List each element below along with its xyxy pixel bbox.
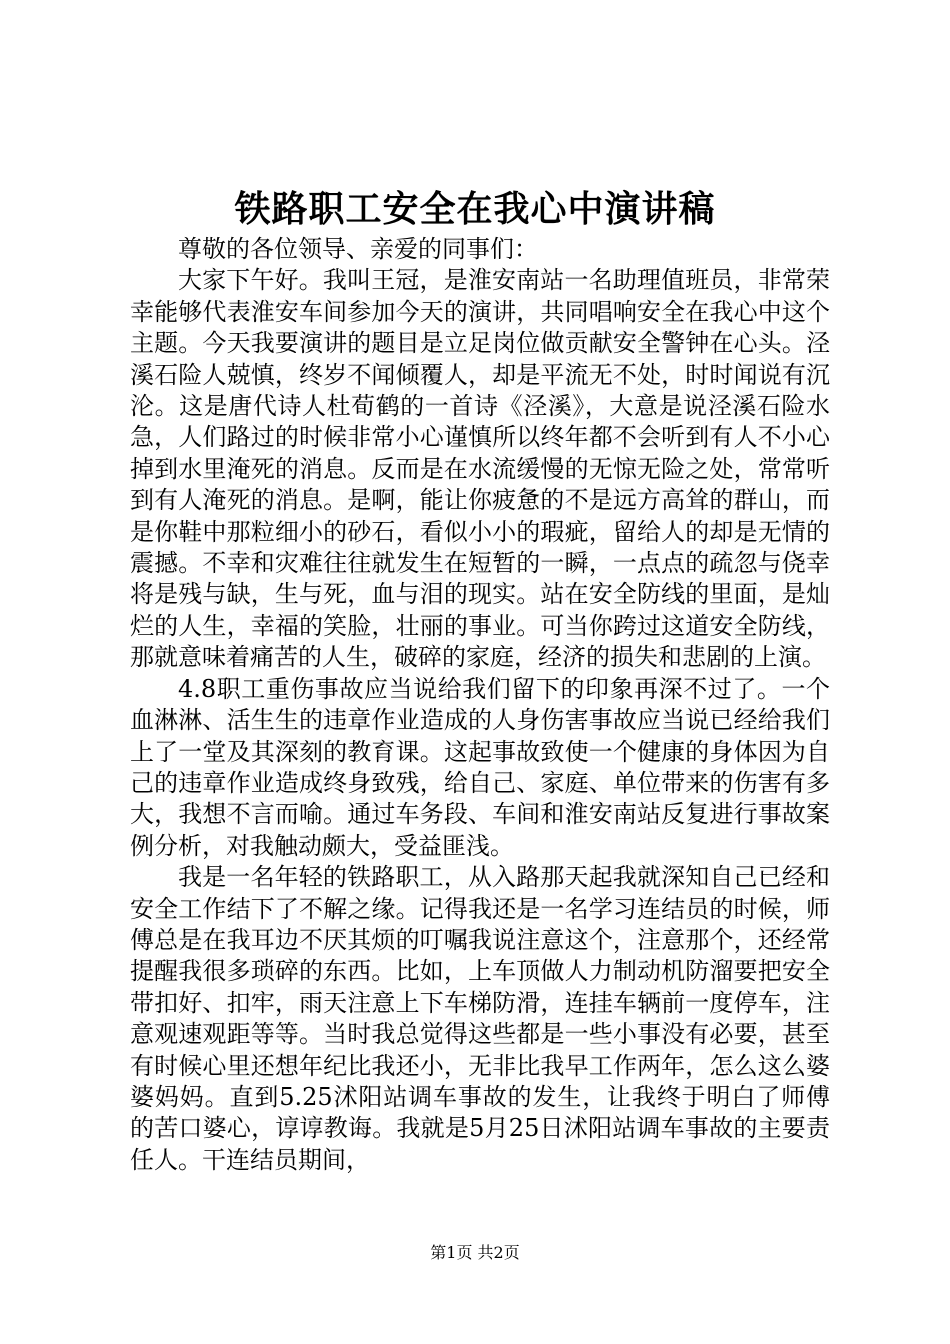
salutation: 尊敬的各位领导、亲爱的同事们： <box>178 235 538 263</box>
paragraph: 4.8职工重伤事故应当说给我们留下的印象再深不过了。一个血淋淋、活生生的违章作业造成的人身伤害事故应当说已经给我们上了一堂及其深刻的教育课。这起事故致使一个健康的身体因为自己的违章作业造成终身致残，给自己、家庭、单位带来的伤害有多大，我想不言而喻。通过车务段、车间和淮安南站反复进行事故案例分析，对我触动颇大，受益匪浅。 <box>130 674 830 860</box>
document-title: 铁路职工安全在我心中演讲稿 <box>234 188 716 230</box>
paragraph: 大家下午好。我叫王冠，是淮安南站一名助理值班员，非常荣幸能够代表淮安车间参加今天的演讲，共同唱响安全在我心中这个主题。今天我要演讲的题目是立足岗位做贡献安全警钟在心头。泾溪石险人兢慎，终岁不闻倾覆人，却是平流无不处，时时闻说有沉沦。这是唐代诗人杜荀鹤的一首诗《泾溪》，大意是说泾溪石险水急，人们路过的时候非常小心谨慎所以终年都不会听到有人不小心掉到水里淹死的消息。反而是在水流缓慢的无惊无险之处，常常听到有人淹死的消息。是啊，能让你疲惫的不是远方高耸的群山，而是你鞋中那粒细小的砂石，看似小小的瑕疵，留给人的却是无情的震撼。不幸和灾难往往就发生在短暂的一瞬，一点点的疏忽与侥幸将是残与缺，生与死，血与泪的现实。站在安全防线的里面，是灿烂的人生，幸福的笑脸，壮丽的事业。可当你跨过这道安全防线，那就意味着痛苦的人生，破碎的家庭，经济的损失和悲剧的上演。 <box>130 266 830 672</box>
paragraph: 我是一名年轻的铁路职工，从入路那天起我就深知自己已经和安全工作结下了不解之缘。记得我还是一名学习连结员的时候，师傅总是在我耳边不厌其烦的叮嘱我说注意这个，注意那个，还经常提醒我很多琐碎的东西。比如，上车顶做人力制动机防溜要把安全带扣好、扣牢，雨天注意上下车梯防滑，连挂车辆前一度停车，注意观速观距等等。当时我总觉得这些都是一些小事没有必要，甚至有时候心里还想年纪比我还小，无非比我早工作两年，怎么这么婆婆妈妈。直到5.25沭阳站调车事故的发生，让我终于明白了师傅的苦口婆心，谆谆教诲。我就是5月25日沭阳站调车事故的主要责任人。干连结员期间， <box>130 863 830 1174</box>
document-body <box>130 234 830 1176</box>
page-footer: 第1页 共2页 <box>430 1243 520 1262</box>
